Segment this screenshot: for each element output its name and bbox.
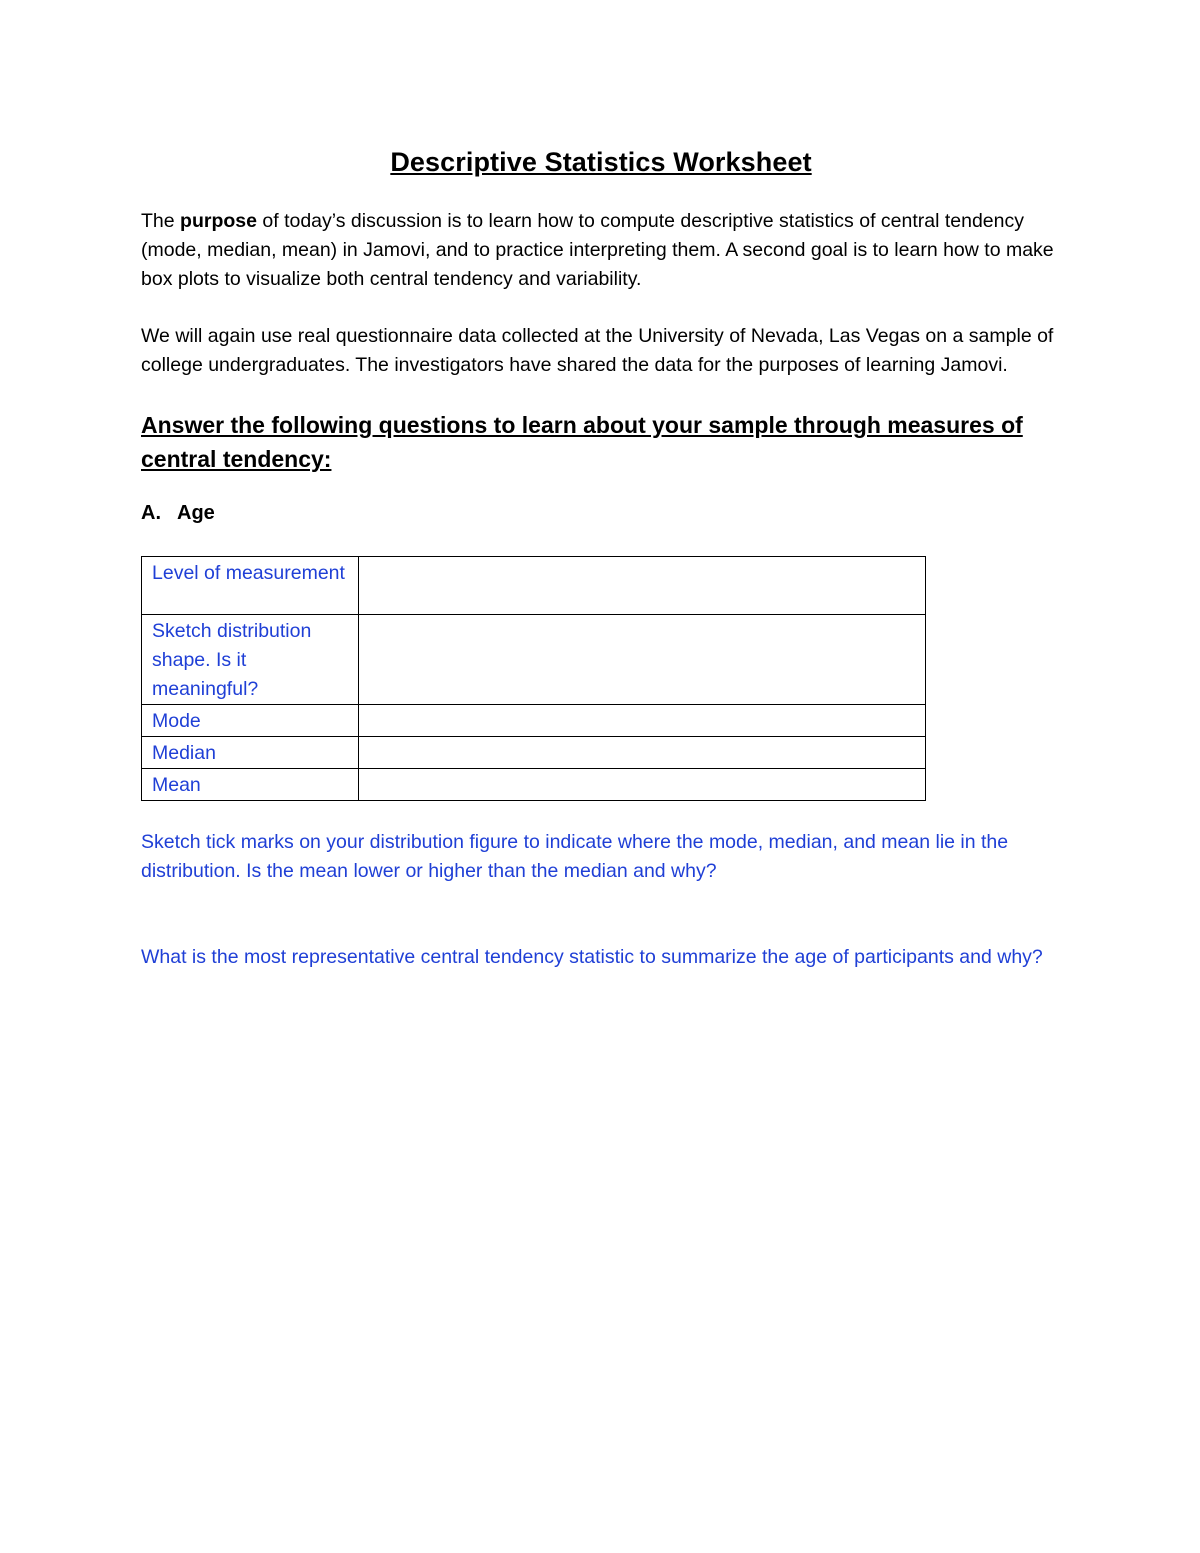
answer-cell-mode[interactable] <box>359 705 926 737</box>
table-row <box>142 769 926 801</box>
row-label-mean: Mean <box>142 769 359 801</box>
subsection-label: Age <box>177 502 215 524</box>
intro-paragraph <box>141 207 1061 294</box>
answer-cell-distribution-shape[interactable] <box>359 615 926 705</box>
table-row <box>142 615 926 705</box>
intro-lead: The <box>141 210 181 232</box>
row-label-median: Median <box>142 737 359 769</box>
table-row <box>142 557 926 615</box>
answer-cell-median[interactable] <box>359 737 926 769</box>
intro-bold-word: purpose <box>180 210 257 232</box>
row-label-mode: Mode <box>142 705 359 737</box>
document-content <box>141 140 1061 972</box>
row-label-level-of-measurement: Level of measurement <box>142 557 359 615</box>
question-representative-statistic: What is the most representative central tendency statistic to summarize the age of participants and why? <box>141 946 1043 968</box>
intro-rest: of today’s discussion is to learn how to compute descriptive statistics of central tendency (mode, median, mean) in Jamovi, and to practice interpreting them. A second goal is to learn how to make box plots to visualize both central tendency and variability. <box>141 210 1054 290</box>
answer-cell-level-of-measurement[interactable] <box>359 557 926 615</box>
section-heading: Answer the following questions to learn about your sample through measures of central tendency: <box>141 412 1023 472</box>
question-tick-marks: Sketch tick marks on your distribution figure to indicate where the mode, median, and mean lie in the distribution. Is the mean lower or higher than the median and why? <box>141 831 1009 882</box>
table-row <box>142 737 926 769</box>
subsection-heading <box>141 498 1061 528</box>
data-source-paragraph: We will again use real questionnaire data collected at the University of Nevada, Las Vegas on a sample of college undergraduates. The investigators have shared the data for the purposes of learning Jamovi. <box>141 325 1054 376</box>
row-label-distribution-shape: Sketch distribution shape. Is it meaningful? <box>142 615 359 705</box>
answer-cell-mean[interactable] <box>359 769 926 801</box>
table-row <box>142 705 926 737</box>
subsection-letter: A. <box>141 502 161 524</box>
page-title: Descriptive Statistics Worksheet <box>390 147 812 177</box>
age-statistics-table <box>141 556 926 801</box>
